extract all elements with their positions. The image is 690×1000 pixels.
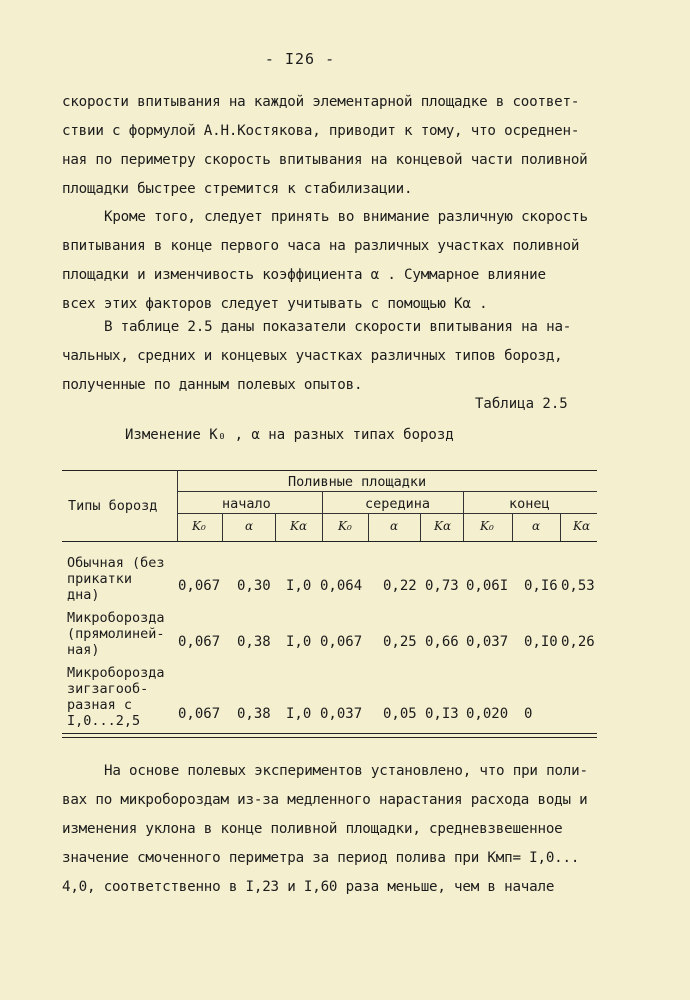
row-label: Микроборозда зигзагооб- разная с I,0...2,5 (67, 665, 165, 729)
table-bottom-rule (62, 733, 597, 734)
table-cell: 0,067 (178, 578, 221, 594)
col-header-types: Типы борозд (68, 498, 158, 514)
header-bottom-rule (62, 541, 597, 542)
subcol-k0: K₀ (338, 519, 352, 533)
subcol-alpha: α (390, 519, 399, 533)
table-cell: 0,30 (237, 578, 271, 594)
table-cell: 0,I3 (425, 706, 459, 722)
col-divider (322, 491, 323, 541)
header-group: Поливные площадки (288, 474, 427, 490)
table-cell: 0,020 (466, 706, 509, 722)
table-cell: 0,25 (383, 634, 417, 650)
table-cell: 0,05 (383, 706, 417, 722)
subcol-alpha: α (245, 519, 254, 533)
table-cell: 0,38 (237, 634, 271, 650)
paragraph-1 (62, 88, 602, 204)
table-cell: 0,067 (178, 706, 221, 722)
table-cell: 0,06I (466, 578, 509, 594)
text-line: значение смоченного периметра за период полива при Kмп= I,0... (62, 850, 580, 866)
col-divider (512, 513, 513, 541)
table-cell: I,0 (286, 578, 312, 594)
text-line: На основе полевых экспериментов установлено, что при поли- (104, 763, 588, 779)
subcol-k0: K₀ (480, 519, 494, 533)
col-divider (368, 513, 369, 541)
text-line: Кроме того, следует принять во внимание различную скорость (104, 209, 588, 225)
paragraph-3 (62, 313, 602, 400)
row-label: Обычная (без прикатки дна) (67, 555, 165, 603)
col-divider (222, 513, 223, 541)
table-cell: 0,66 (425, 634, 459, 650)
paragraph-2 (62, 203, 602, 319)
text-line: скорости впитывания на каждой элементарной площадке в соответ- (62, 94, 580, 110)
table-cell: 0,26 (561, 634, 595, 650)
col-divider (177, 470, 178, 541)
section-rule (177, 513, 597, 514)
table-cell: 0,I0 (524, 634, 558, 650)
text-line: площадки и изменчивость коэффициента α . Суммарное влияние (62, 267, 546, 283)
text-line: всех этих факторов следует учитывать с помощью Kα . (62, 296, 488, 312)
section-start: начало (222, 496, 271, 512)
table-cell: I,0 (286, 634, 312, 650)
subcol-kalpha: Kα (434, 519, 452, 533)
text-line: чальных, средних и концевых участках различных типов борозд, (62, 348, 563, 364)
table-bottom-rule-2 (62, 737, 597, 738)
paragraph-4 (62, 757, 602, 902)
table-cell: 0,067 (178, 634, 221, 650)
col-divider (420, 513, 421, 541)
subcol-kalpha: Kα (573, 519, 591, 533)
text-line: вах по микробороздам из-за медленного нарастания расхода воды и (62, 792, 588, 808)
table-cell: 0,73 (425, 578, 459, 594)
section-end: конец (509, 496, 550, 512)
row-label: Микроборозда (прямолиней- ная) (67, 610, 165, 658)
text-line: полученные по данным полевых опытов. (62, 377, 363, 393)
col-divider (560, 513, 561, 541)
subcol-k0: K₀ (192, 519, 206, 533)
table-cell: 0,I6 (524, 578, 558, 594)
table-cell: 0,38 (237, 706, 271, 722)
table-label: Таблица 2.5 (475, 396, 568, 412)
group-rule (177, 491, 597, 492)
table-title: Изменение K₀ , α на разных типах борозд (125, 427, 454, 443)
table-cell: 0,037 (320, 706, 363, 722)
col-divider (275, 513, 276, 541)
table-top-rule (62, 470, 597, 471)
text-line: изменения уклона в конце поливной площадки, средневзвешенное (62, 821, 563, 837)
table-cell: 0,064 (320, 578, 363, 594)
subcol-kalpha: Kα (290, 519, 308, 533)
col-divider (463, 491, 464, 541)
table-cell: I,0 (286, 706, 312, 722)
table-cell: 0,22 (383, 578, 417, 594)
subcol-alpha: α (532, 519, 541, 533)
section-middle: середина (365, 496, 431, 512)
table-cell: 0,067 (320, 634, 363, 650)
text-line: ствии с формулой А.Н.Костякова, приводит к тому, что осреднен- (62, 123, 580, 139)
text-line: 4,0, соответственно в I,23 и I,60 раза меньше, чем в начале (62, 879, 555, 895)
table-cell: 0,037 (466, 634, 509, 650)
text-line: ная по периметру скорость впитывания на концевой части поливной (62, 152, 588, 168)
text-line: площадки быстрее стремится к стабилизации. (62, 181, 413, 197)
text-line: В таблице 2.5 даны показатели скорости впитывания на на- (104, 319, 572, 335)
text-line: впитывания в конце первого часа на различных участках поливной (62, 238, 580, 254)
table-cell: 0,53 (561, 578, 595, 594)
table-cell: 0 (524, 706, 533, 722)
page-number: - I26 - (264, 50, 336, 68)
